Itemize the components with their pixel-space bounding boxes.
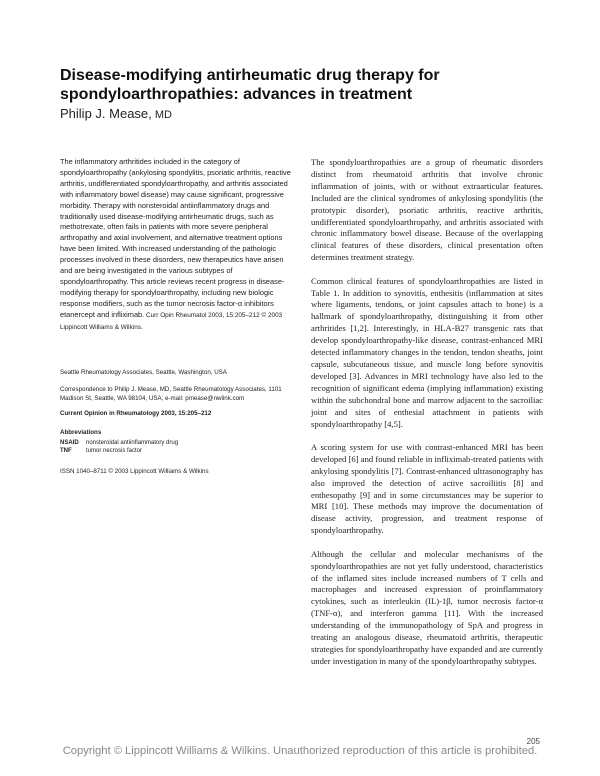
abstract [60,157,292,334]
abstract-text: The inflammatory arthritides included in the category of spondyloarthropathy (ankylosing spondylitis, psoriatic arthritis, reactive arthritis, undifferentiated spondyloarthropathy, and arthritis associated with inflammatory bowel disease) may cause significant, progressive morbidity. Therapy with nonsteroidal antiinflammatory drugs and traditionally used disease-modifying antirheumatic drugs, such as methotrexate, often fails in patients with more severe peripheral arthropathy and axial involvement, and alternative treatment options have been limited. With increased understanding of the pathologic processes involved in these disorders, new therapeutics have arisen and are being investigated in the various subtypes of spondyloarthropathy. This article reviews recent progress in disease-modifying therapy for spondyloarthropathy, including new biologic response modifiers, such as the tumor necrosis factor-α inhibitors etanercept and infliximab. [60,157,291,319]
abbreviations-title: Abbreviations [60,428,102,436]
author-name: Philip J. Mease, [60,106,152,121]
abbreviation-meaning: nonsteroidal antiinflammatory drug [86,439,179,446]
body-paragraph: Although the cellular and molecular mechanisms of the spondyloarthropathies are not yet fully understood, characteristics of the inflamed sites include increased numbers of T cells and macrophages and increased expression of proinflammatory cytokines, such as interleukin (IL)-1β, tumor necrosis factor-α (TNF-α), and interferon gamma [11]. With the increased understanding of the immunopathology of SpA and progress in treating an analogous disease, rheumatoid arthritis, therapeutic strategies for spondyloarthropathy have expanded and are currently under investigation in many of the spondyloarthropathy subtypes. [311,548,543,666]
abbreviation-meaning: tumor necrosis factor [86,448,143,454]
body-paragraph: Common clinical features of spondyloarthropathies are listed in Table 1. In addition to synovitis, enthesitis (inflammation at sites where ligaments, tendons, or joint capsules attach to bone) is a hallmark of spondyloarthropathy, distinguishing it from other arthritides [1,2]. Interestingly, in HLA-B27 transgenic rats that develop spondyloarthropathy-like disease, contrast-enhanced MRI detected inflammatory changes in the tendon, tendon sheaths, joint capsule, subcutaneous tissue, and muscle long before synovitis developed [3]. Advances in MRI technology have also led to the recognition of significant edema (implying inflammation) existing within the subchondral bone and marrow adjacent to the sacroiliac joint and sites of enthesial attachment in patients with spondyloarthropathy [4,5]. [311,275,543,429]
abbreviation-row [60,439,292,448]
article-title: Disease-modifying antirheumatic drug therapy for spondyloarthropathies: advances in treatment [60,67,440,103]
abbreviation-key: NSAID [60,439,79,446]
issn-line: ISSN 1040–8711 © 2003 Lippincott Williams & Wilkins [60,467,209,475]
body-paragraph: A scoring system for use with contrast-enhanced MRI has been developed [6] and found reliable in infliximab-treated patients with ankylosing spondylitis [7]. Contrast-enhanced ultrasonography has also improved the detection of active sacroiliitis [8] and enthesopathy [9] and in some circumstances may be superior to MRI [10]. These methods may improve the documentation of disease activity, progression, and treatment response of spondyloarthropathy. [311,441,543,536]
correspondence: Correspondence to Philip J. Mease, MD, Seattle Rheumatology Associates, 1101 Madison St, Seattle, WA 98104, USA; e-mail: pmease@nwlink.com [60,385,282,402]
author-line [60,106,172,121]
copyright-notice: Copyright © Lippincott Williams & Wilkins. Unauthorized reproduction of this article is prohibited. [62,745,538,757]
body-paragraph: The spondyloarthropathies are a group of rheumatic disorders distinct from rheumatoid arthritis that involve chronic inflammation of joints, with or without extraarticular features. Included are the clinical syndromes of ankylosing spondylitis (the prototypic disorder), psoriatic arthritis, reactive arthritis, undifferentiated spondyloarthropathy, and arthritis associated with chronic inflammatory bowel disease. Because of the overlapping clinical features of these disorders, clinical presentation often determines treatment strategy. [311,157,543,263]
left-column [60,157,292,476]
abbreviation-key: TNF [60,448,72,454]
body-column [311,157,543,679]
affiliation: Seattle Rheumatology Associates, Seattle, Washington, USA [60,368,227,376]
abbreviation-row [60,447,292,456]
abstract-citation: Curr Opin Rheumatol 2003, 15:205–212 © 2003 Lippincott Williams & Wilkins. [60,311,283,331]
journal-line: Current Opinion in Rheumatology 2003, 15:205–212 [60,409,212,417]
page-number: 205 [526,737,540,746]
author-degree: MD [151,109,172,121]
